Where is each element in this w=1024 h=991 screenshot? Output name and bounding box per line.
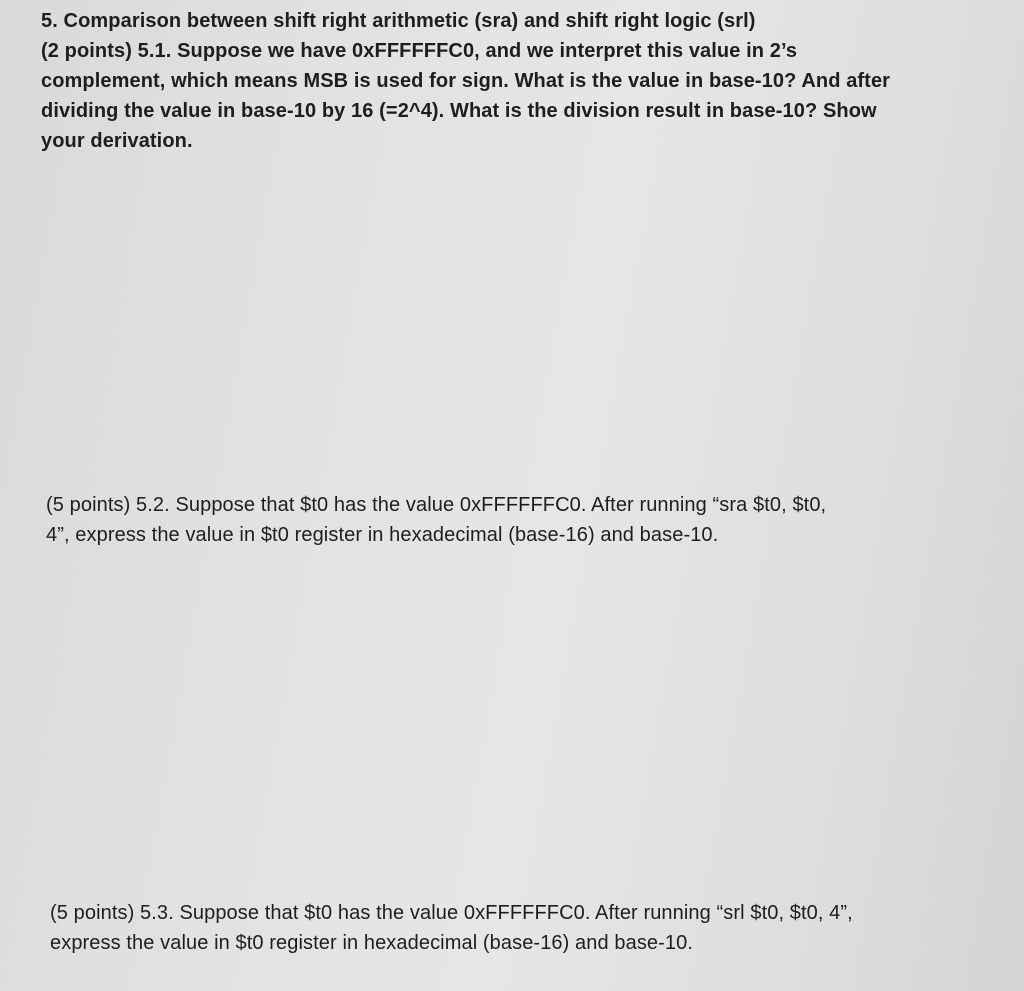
question-5-part-3: [50, 898, 995, 958]
part-2-line: (5 points) 5.2. Suppose that $t0 has the value 0xFFFFFFC0. After running “sra $t0, $t0,: [46, 494, 827, 516]
part-1-line: (2 points) 5.1. Suppose we have 0xFFFFFFC0, and we interpret this value in 2’s: [41, 40, 798, 62]
part-3-line: (5 points) 5.3. Suppose that $t0 has the value 0xFFFFFFC0. After running “srl $t0, $t0, 4”,: [50, 902, 853, 924]
part-1-line: complement, which means MSB is used for sign. What is the value in base-10? And after: [41, 70, 891, 92]
part-2-line: 4”, express the value in $t0 register in hexadecimal (base-16) and base-10.: [46, 524, 719, 546]
part-1-line: your derivation.: [41, 130, 193, 152]
part-3-line: express the value in $t0 register in hexadecimal (base-16) and base-10.: [50, 932, 694, 954]
question-title: 5. Comparison between shift right arithmetic (sra) and shift right logic (srl): [41, 10, 756, 32]
question-5-part-1: [41, 6, 991, 156]
part-1-line: dividing the value in base-10 by 16 (=2^4). What is the division result in base-10? Show: [41, 100, 877, 122]
question-5-part-2: [46, 490, 986, 550]
